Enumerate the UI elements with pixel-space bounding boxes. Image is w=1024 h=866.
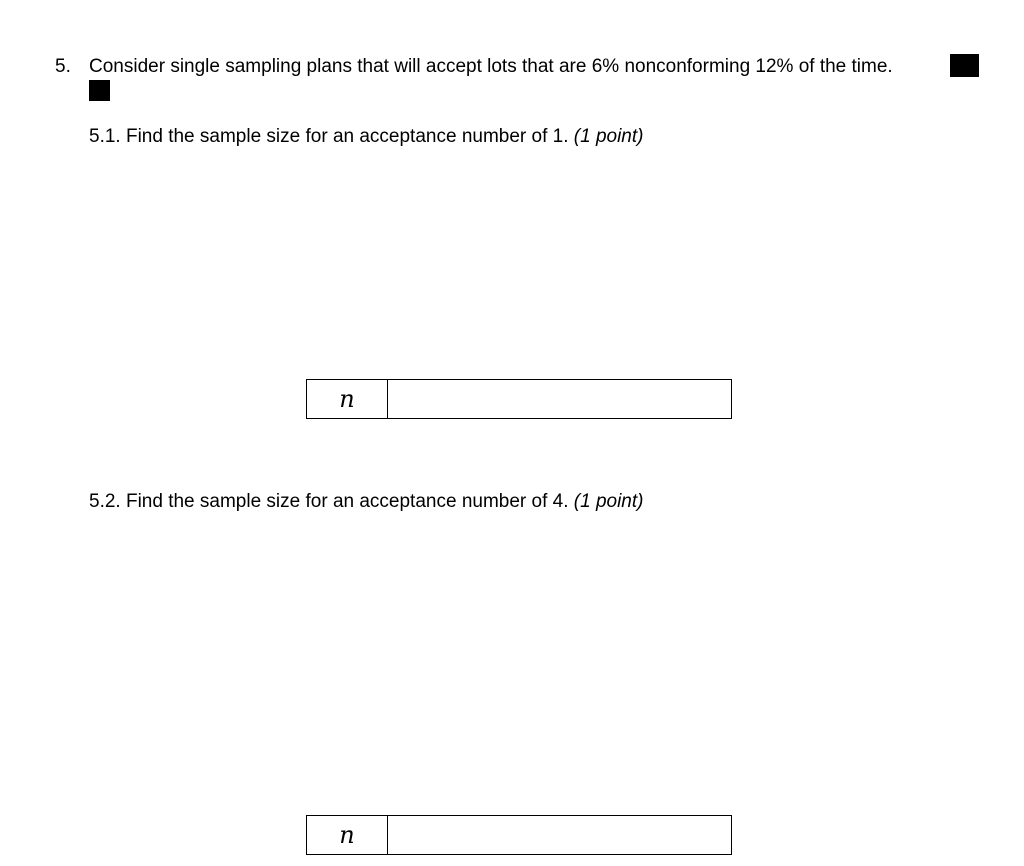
subquestion-text: 5.1. Find the sample size for an acceptance number of 1. [89, 126, 569, 147]
points-label: (1 point) [573, 491, 644, 512]
answer-table-5-2 [306, 815, 732, 855]
question-stem: Consider single sampling plans that will accept lots that are 6% nonconforming 12% of the time. [89, 56, 893, 77]
answer-input-cell[interactable] [388, 816, 731, 854]
answer-symbol-cell: n [307, 380, 388, 418]
subquestion-text: 5.2. Find the sample size for an acceptance number of 4. [89, 491, 569, 512]
redaction-box [950, 54, 979, 77]
subquestion-5-2 [89, 490, 643, 514]
answer-input-cell[interactable] [388, 380, 731, 418]
redaction-box [89, 80, 110, 101]
subquestion-5-1 [89, 125, 643, 149]
points-label: (1 point) [573, 126, 644, 147]
answer-table-5-1 [306, 379, 732, 419]
answer-symbol-cell: n [307, 816, 388, 854]
question-number: 5. [55, 56, 71, 77]
